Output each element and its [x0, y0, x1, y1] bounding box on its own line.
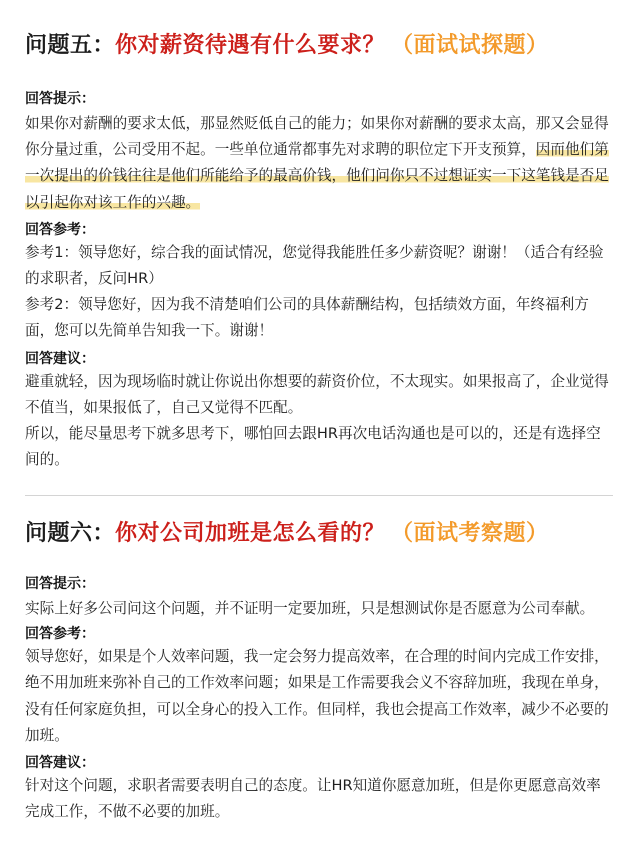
question-6-tag: （面试考察题）	[391, 521, 549, 546]
question-5-title	[25, 0, 615, 61]
question-6-prefix: 问题六：	[25, 521, 116, 546]
q6-reference-text: 领导您好，如果是个人效率问题，我一定会努力提高效率，在合理的时间内完成工作安排，绝不用加班来弥补自己的工作效率问题；如果是工作需要我会义不容辞加班，我现在单身，没有任何家庭负担，可以全身心的投入工作。但同样，我也会提高工作效率，减少不必要的加班。	[25, 648, 609, 744]
q6-advice-label: 回答建议：	[25, 755, 95, 772]
question-5-text: 你对薪资待遇有什么要求？	[115, 33, 386, 58]
q5-hint-paragraph	[25, 111, 615, 216]
q6-hint-text: 实际上好多公司问这个问题，并不证明一定要加班，只是想测试你是否愿意为公司奉献。	[25, 600, 595, 617]
q5-advice-label: 回答建议：	[25, 350, 95, 367]
question-5-section	[25, 0, 615, 473]
q5-hint-label: 回答提示：	[25, 91, 95, 107]
q5-reference-1: 参考1：领导您好，综合我的面试情况，您觉得我能胜任多少薪资呢？谢谢！（适合有经验的求职者，反问HR）	[25, 243, 604, 288]
q5-hint-highlight: 因而他们第一次提出的价钱往往是他们所能给予的最高价钱，他们问你只不过想证实一下这笔钱是否足以引起你对该工作的兴趣。	[25, 141, 609, 211]
q5-reference-label: 回答参考：	[25, 221, 95, 238]
q5-hint-text: 如果你对薪酬的要求太低，那显然贬低自己的能力；如果你对薪酬的要求太高，那又会显得你分量过重，公司受用不起。一些单位通常都事先对求聘的职位定下开支预算，	[25, 115, 609, 159]
q5-advice-2: 所以，能尽量思考下就多思考下，哪怕回去跟HR再次电话沟通也是可以的，还是有选择空间的。	[25, 425, 601, 469]
q6-hint-label: 回答提示：	[25, 576, 95, 592]
question-6-title	[25, 519, 615, 549]
question-6-section	[25, 519, 615, 825]
question-6-text: 你对公司加班是怎么看的？	[115, 521, 386, 546]
q5-advice-1: 避重就轻，因为现场临时就让你说出你想要的薪资价位，不太现实。如果报高了，企业觉得不值当，如果报低了，自己又觉得不匹配。	[25, 372, 609, 416]
q6-reference-label: 回答参考：	[25, 626, 95, 643]
q6-advice-text: 针对这个问题，求职者需要表明自己的态度。让HR知道你愿意加班，但是你更愿意高效率完成工作，不做不必要的加班。	[25, 777, 601, 821]
q5-reference-2: 参考2：领导您好，因为我不清楚咱们公司的具体薪酬结构，包括绩效方面，年终福利方面，您可以先简单告知我一下。谢谢！	[25, 296, 589, 340]
question-5-prefix: 问题五：	[25, 33, 116, 58]
question-5-tag: （面试试探题）	[391, 33, 549, 58]
section-divider	[25, 495, 613, 496]
